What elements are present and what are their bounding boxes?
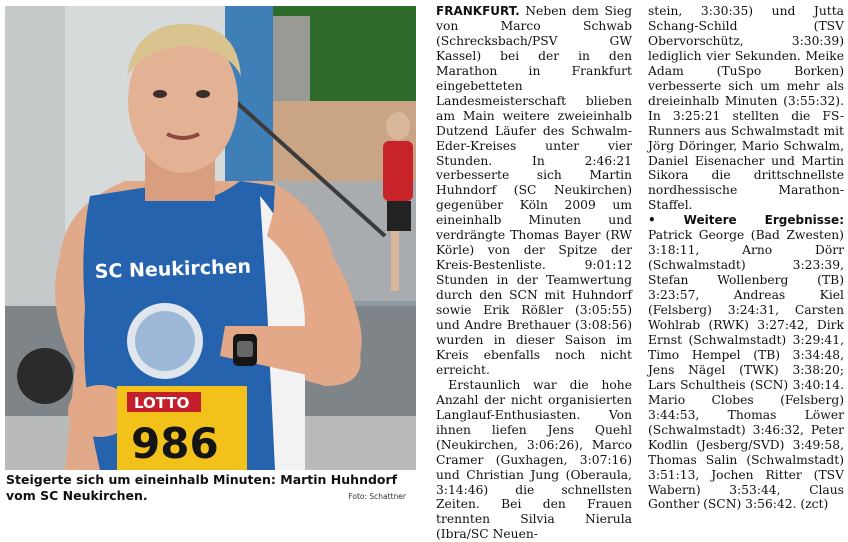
- runner-photo: [5, 6, 416, 470]
- article-paragraph: Erstaunlich war die hohe Anzahl der nicht organisierten Langlauf-Enthusiasten. Von ihnen liefen Jens Quehl (Neukirchen, 3:06:26), Marco Cramer (Guxhagen, 3:07:16) und Christian Jung (Oberaula, 3:14:46) die schnellsten Zeiten. Bei den Frauen trennten Silvia Nierula (Ibra/SC Neuen-: [436, 377, 632, 542]
- results-paragraph: [648, 213, 844, 512]
- article-paragraph: [436, 4, 632, 378]
- bib-sponsor-text: LOTTO: [134, 394, 190, 412]
- article-paragraph: stein, 3:30:35) und Jutta Schang-Schild (TSV Obervorschütz, 3:30:39) lediglich vier Sekunden. Meike Adam (TuSpo Borken) verbesserte sich um mehr als dreieinhalb Minuten (3:55:32). In 3:25:21 stellten die FS-Runners aus Schwalmstadt mit Jörg Döringer, Mario Schwalm, Daniel Eisenacher und Martin Sikora die drittschnellste nordhessische Marathon-Staffel.: [648, 4, 844, 213]
- jersey-text: SC Neukirchen: [94, 255, 252, 283]
- article-text: Neben dem Sieg von Marco Schwab (Schrecksbach/PSV GW Kassel) bei der in den Marathon in Frankfurt eingebetteten Landesmeisterschaft blieben am Main weitere zweieinhalb Dutzend Läufer des Schwalm-Eder-Kreises unter vier Stunden. In 2:46:21 verbesserte sich Martin Huhndorf (SC Neukirchen) gegenüber Köln 2009 um eineinhalb Minuten und verdrängte Thomas Bayer (RW Körle) von der Spitze der Kreis-Bestenliste. 9:01:12 Stunden in der Teamwertung durch den SCN mit Huhndorf sowie Erik Rößler (3:05:55) und Andre Brethauer (3:08:56) wurden in dieser Saison im Kreis ebenfalls noch nicht erreicht.: [436, 4, 632, 377]
- results-text: Patrick George (Bad Zwesten) 3:18:11, Arno Dörr (Schwalmstadt) 3:23:39, Stefan Wollenberg (TB) 3:23:57, Andreas Kiel (Felsberg) 3:24:31, Carsten Wohlrab (RWK) 3:27:42, Dirk Ernst (Schwalmstadt) 3:29:41, Timo Hempel (TB) 3:34:48, Jens Nägel (TWK) 3:38:20; Lars Schultheis (SCN) 3:40:14. Mario Clobes (Felsberg) 3:44:53, Thomas Löwer (Schwalmstadt) 3:46:32, Peter Kodlin (Jesberg/SVD) 3:49:58, Thomas Salin (Schwalmstadt) 3:51:13, Jochen Ritter (TSV Wabern) 3:53:44, Claus Gonther (SCN) 3:56:42. (zct): [648, 228, 844, 512]
- photo-credit: Foto: Schattner: [348, 492, 406, 501]
- bib-number: 986: [131, 419, 219, 468]
- article-column-2: [648, 4, 844, 512]
- article-column-1: [436, 4, 632, 542]
- dateline: FRANKFURT.: [436, 4, 520, 18]
- runner-photo-illustration: [5, 6, 416, 470]
- results-label: • Weitere Ergebnisse:: [648, 213, 844, 228]
- photo-caption: Steigerte sich um eineinhalb Minuten: Martin Huhndorf vom SC Neukirchen.: [6, 472, 398, 503]
